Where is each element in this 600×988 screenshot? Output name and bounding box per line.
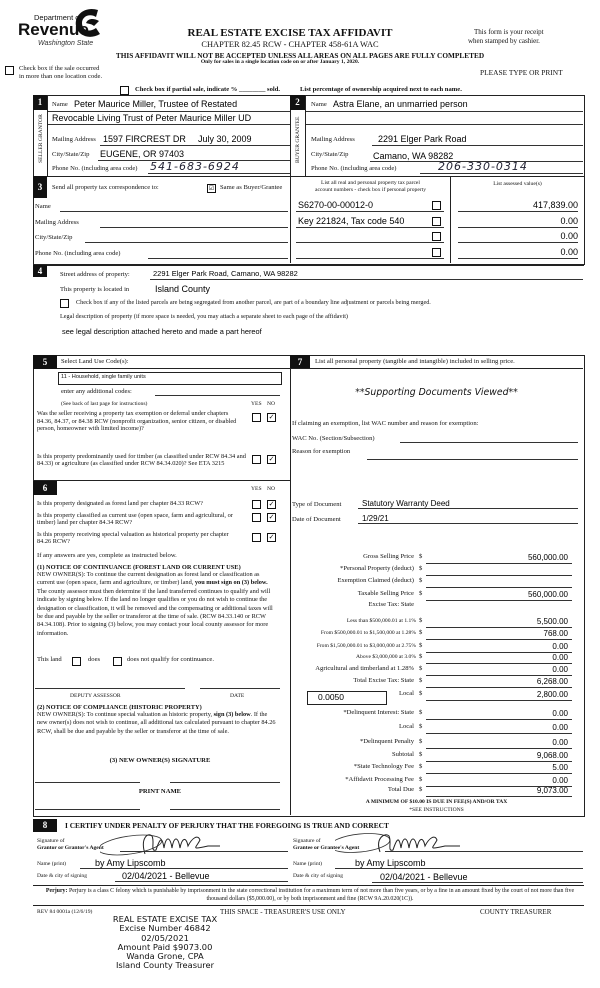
form-title: REAL ESTATE EXCISE TAX AFFIDAVIT (187, 27, 393, 39)
tax-row-value[interactable]: 768.00 (543, 629, 568, 638)
only-for-text: Only for sales in a single location code on or after January 1, 2020. (200, 59, 360, 65)
revision-label: REV 84 0001a (12/6/19) (37, 909, 93, 915)
multi-location-label-2: in more than one location code. (19, 73, 103, 80)
seller-phone[interactable]: 541-683-6924 (150, 160, 240, 173)
seller-name-label: Name (52, 101, 68, 108)
corr-city-label: City/State/Zip (35, 234, 73, 241)
grantee-name[interactable]: by Amy Lipscomb (355, 858, 426, 868)
notice-1-text-a: NEW OWNER(S): To continue the current designation as forest land or classification as current use (open space, farm and agriculture, or timber) land, (37, 571, 260, 587)
section-3-badge: 3 (33, 176, 47, 198)
currency-sign: $ (419, 763, 423, 770)
exemption-label: If claiming an exemption, list WAC number and reason for exemption: (292, 420, 479, 427)
buyer-mail[interactable]: 2291 Elger Park Road (378, 134, 467, 144)
stamp-line: Excise Number 46842 (119, 923, 211, 934)
tax-row-underline (426, 627, 572, 628)
section-2-badge: 2 (290, 95, 305, 110)
grantee-sig-label-1: Signature of (293, 838, 321, 844)
notice-1-text-b: The county assessor must then determine if the land transferred continues to qualify and will indicate by signing below. If the land no longer qualifies or you do not wish to continue the designation or classification, it will be removed and the compensating or additional taxes will be due and payable by the seller or transferor at the time of sale. (RCW 84.33.140 or RCW 84.34.108). Prior to signing (3) below, you may contact your local county assessor for more information. (37, 587, 273, 637)
parcel-underline (296, 227, 444, 228)
segregated-checkbox[interactable] (60, 299, 69, 308)
grantee-name-label: Name (print) (293, 861, 323, 867)
doc-type[interactable]: Statutory Warranty Deed (362, 499, 450, 508)
notice-1-title: (1) NOTICE OF CONTINUANCE (FOREST LAND OR CURRENT USE) (37, 564, 241, 571)
section-1-badge: 1 (33, 95, 47, 110)
grantor-date-label: Date & city of signing (37, 873, 88, 879)
s6-yes-header: YES (251, 486, 262, 492)
parcel-underline (296, 211, 444, 212)
currency-sign: $ (419, 577, 423, 584)
please-type-text: PLEASE TYPE OR PRINT (480, 68, 563, 77)
s5-question-2: Is this property predominantly used for timber (as classified under RCW 84.34 and 84.33) or agriculture (as classified under RCW 84.34.020)? See ETA 3215 (37, 453, 246, 467)
tax-row-value[interactable]: 9,073.00 (536, 786, 568, 795)
tax-row-underline (426, 773, 572, 774)
currency-sign: $ (419, 677, 423, 684)
see-instructions-note: *SEE INSTRUCTIONS (409, 807, 464, 813)
new-owner-signature-line-1[interactable] (35, 782, 140, 783)
tax-row-value[interactable]: 0.00 (552, 642, 568, 651)
tax-row-label: Exemption Claimed (deduct) (337, 577, 414, 584)
does-not-label: does not qualify for continuance. (127, 656, 214, 663)
grantor-signature[interactable] (100, 828, 240, 858)
tax-row-underline (426, 687, 572, 688)
tax-row-label: Local (398, 723, 414, 730)
currency-sign: $ (419, 665, 423, 672)
seller-city[interactable]: EUGENE, OR 97403 (100, 149, 185, 159)
tax-row-label: *Affidavit Processing Fee (345, 776, 414, 783)
s5-no-header: NO (267, 401, 276, 407)
tax-row-label: *Delinquent Penalty (359, 738, 414, 745)
perjury-notice (40, 887, 580, 903)
deputy-assessor-line[interactable] (35, 688, 185, 689)
seller-name[interactable]: Peter Maurice Miller, Trustee of Restated (74, 99, 238, 109)
tax-row-value[interactable]: 0.00 (552, 776, 568, 785)
stamp-line: Wanda Grone, CPA (126, 951, 204, 962)
tax-row-underline (426, 719, 572, 720)
buyer-city-label: City/State/Zip (311, 151, 349, 158)
instructions-note: (See back of last page for instructions) (61, 401, 148, 407)
assessed-value-header: List assessed value(s) (493, 181, 542, 187)
form-chapter: CHAPTER 82.45 RCW - CHAPTER 458-61A WAC (201, 40, 379, 49)
doc-date[interactable]: 1/29/21 (362, 514, 389, 523)
tax-row-underline (426, 663, 572, 664)
tax-row-underline (426, 600, 572, 601)
same-as-buyer-checkbox[interactable]: ☑ (208, 185, 215, 192)
currency-sign: $ (419, 653, 423, 660)
assessor-date-label: DATE (230, 693, 245, 699)
seller-mail-label: Mailing Address (52, 136, 96, 143)
stamp-line: 02/05/2021 (141, 932, 189, 943)
treasurer-stamp (100, 915, 230, 971)
partial-sale-label: Check box if partial sale, indicate % ________ sold. (135, 86, 281, 93)
grantor-name-label: Name (print) (37, 861, 67, 867)
parcel-number[interactable]: Key 221824, Tax code 540 (298, 216, 405, 226)
partial-sale-checkbox[interactable] (120, 86, 129, 95)
value-underline (458, 227, 578, 228)
personal-property-checkbox[interactable] (432, 232, 441, 241)
currency-sign: $ (419, 786, 423, 793)
seller-mail[interactable]: 1597 FIRCREST DR (103, 134, 186, 144)
stamp-line: Amount Paid $9073.00 (117, 941, 213, 952)
tax-row-value[interactable]: 0.00 (552, 665, 568, 674)
land-use-label: Select Land Use Code(s): (61, 358, 129, 365)
grantor-date[interactable]: 02/04/2021 - Bellevue (122, 871, 210, 881)
parcel-number[interactable]: S6270-00-00012-0 (298, 200, 374, 210)
certify-title: I CERTIFY UNDER PENALTY OF PERJURY THAT THE FOREGOING IS TRUE AND CORRECT (65, 821, 389, 830)
parcel-underline (296, 258, 444, 259)
currency-sign: $ (419, 553, 423, 560)
tax-row-value[interactable]: 9,068.00 (536, 751, 568, 760)
treasurer-use-label: THIS SPACE - TREASURER'S USE ONLY (220, 908, 346, 916)
s5-yes-header: YES (251, 401, 262, 407)
perjury-text: Perjury is a class C felony which is punishable by imprisonment in the state correctional institution for a maximum term of not more than five years, or by a fine in an amount fixed by the court of not more than five thousand dollars ($5,000.00), or by both imprisonment and fine (RCW 9A.20.020(1C)). (67, 888, 575, 902)
parcel-header-1: List all real and personal property tax parcel (321, 180, 420, 186)
section-4-badge: 4 (33, 265, 47, 277)
assessor-date-line[interactable] (200, 688, 280, 689)
tax-row-underline (426, 761, 572, 762)
tax-row-label: Taxable Selling Price (357, 590, 414, 597)
grantee-sig-label-2: Grantee or Grantee's Agent (293, 845, 360, 851)
seller-mail-date[interactable]: July 30, 2009 (198, 134, 252, 144)
s5-q1-yes-checkbox[interactable] (252, 413, 261, 422)
does-label: does (88, 656, 101, 663)
s6-q2-yes-checkbox[interactable] (252, 513, 261, 522)
new-owner-signature-line-2[interactable] (170, 782, 280, 783)
currency-sign: $ (419, 723, 423, 730)
supporting-documents-note: **Supporting Documents Viewed** (355, 387, 518, 398)
personal-property-checkbox[interactable] (432, 217, 441, 226)
property-county[interactable]: Island County (155, 284, 211, 294)
local-rate: 0.0050 (318, 692, 344, 702)
brand-name: Revenue (18, 20, 89, 39)
tax-row-value[interactable]: 0.00 (552, 709, 568, 718)
personal-property-checkbox[interactable] (432, 248, 441, 257)
parcel-underline (296, 242, 444, 243)
currency-sign: $ (419, 565, 423, 572)
grantee-date-label: Date & city of signing (293, 873, 344, 879)
tax-row-value[interactable]: 5.00 (552, 763, 568, 772)
tax-row-label: Local (398, 690, 414, 697)
multi-location-label-1: Check box if the sale occurred (19, 65, 100, 72)
tax-row-label: Total Excise Tax: State (353, 677, 414, 684)
currency-sign: $ (419, 751, 423, 758)
tax-row-value[interactable]: 0.00 (552, 738, 568, 747)
section-5-badge: 5 (33, 355, 57, 369)
buyer-name[interactable]: Astra Elane, an unmarried person (333, 99, 468, 109)
s6-q3-no-checkbox[interactable]: ✓ (268, 533, 275, 541)
additional-codes-input[interactable] (155, 395, 280, 396)
perjury-bold: Perjury: (45, 888, 68, 894)
wac-label: WAC No. (Section/Subsection) (292, 435, 375, 442)
tax-row-underline (426, 748, 572, 749)
tax-row-value[interactable]: 560,000.00 (527, 553, 568, 562)
dept-label: Department of (34, 13, 82, 22)
state-label: Washington State (38, 40, 94, 47)
grantor-name[interactable]: by Amy Lipscomb (95, 858, 166, 868)
land-use-code: 11 - Household, single family units (61, 374, 146, 380)
grantor-sig-label-1: Signature of (37, 838, 65, 844)
notice-2-text (37, 711, 277, 736)
corr-mail-label: Mailing Address (35, 219, 79, 226)
notice-1-text (37, 571, 277, 638)
stamp-line: REAL ESTATE EXCISE TAX (112, 914, 218, 924)
currency-sign: $ (419, 709, 423, 716)
print-name-line-1[interactable] (35, 809, 140, 810)
this-land-label: This land (37, 656, 62, 663)
property-street[interactable]: 2291 Elger Park Road, Camano, WA 98282 (153, 269, 298, 278)
if-yes-note: If any answers are yes, complete as instructed below. (37, 552, 177, 559)
currency-sign: $ (419, 738, 423, 745)
grantee-date[interactable]: 02/04/2021 - Bellevue (380, 872, 468, 882)
seller-phone-label: Phone No. (including area code) (52, 165, 138, 172)
not-qualifies-checkbox[interactable] (113, 657, 122, 666)
qualifies-checkbox[interactable] (72, 657, 81, 666)
tax-row-value[interactable]: 0.00 (552, 653, 568, 662)
value-underline (458, 242, 578, 243)
currency-sign: $ (419, 776, 423, 783)
parcel-header-2: account numbers - check box if personal property (314, 187, 427, 193)
ownership-note: List percentage of ownership acquired next to each name. (300, 86, 462, 93)
legal-description-label: Legal description of property (if more space is needed, you may attach a separate sheet to each page of the affidavit) (60, 313, 348, 320)
currency-sign: $ (419, 642, 423, 649)
tax-row-underline (426, 700, 572, 701)
minimum-due-note: A MINIMUM OF $10.00 IS DUE IN FEE(S) AND/OR TAX (365, 799, 508, 805)
s5-question-1: Was the seller receiving a property tax exemption or deferral under chapters 84.36, 84.37, or 84.38 RCW (nonprofit organization, senior citizen, or disabled person, homeowner with limited income)? (37, 410, 237, 433)
tax-row-label: Excise Tax: State (368, 601, 414, 608)
doc-date-label: Date of Document (292, 516, 341, 523)
personal-property-checkbox[interactable] (432, 201, 441, 210)
buyer-side-label: BUYER GRANTEE (295, 116, 301, 163)
currency-sign: $ (419, 617, 423, 624)
seller-city-label: City/State/Zip (52, 151, 90, 158)
buyer-mail-label: Mailing Address (311, 136, 355, 143)
currency-sign: $ (419, 629, 423, 636)
county-label: This property is located in (60, 286, 130, 293)
tax-row-underline (426, 639, 572, 640)
tax-row-value[interactable]: 2,800.00 (536, 690, 568, 699)
section-6-badge: 6 (33, 481, 57, 495)
print-name-line-2[interactable] (170, 809, 280, 810)
reason-label: Reason for exemption (292, 448, 351, 455)
assessed-value[interactable]: 417,839.00 (532, 200, 578, 210)
s6-question-3: Is this property receiving special valuation as historical property per chapter 84.26 RCW? (37, 531, 229, 545)
s6-no-header: NO (267, 486, 276, 492)
s6-q3-yes-checkbox[interactable] (252, 533, 261, 542)
value-underline (458, 211, 578, 212)
deputy-assessor-label: DEPUTY ASSESSOR (70, 693, 121, 699)
notice-2-text-a: NEW OWNER(S): To continue special valuation as historic property, (37, 711, 214, 718)
s6-q2-no-checkbox[interactable]: ✓ (268, 513, 275, 521)
s5-q2-no-checkbox[interactable]: ✓ (268, 455, 275, 463)
notice-1-text-bold: you must sign on (3) below. (194, 579, 268, 587)
tax-row-value[interactable]: 560,000.00 (527, 590, 568, 599)
buyer-city[interactable]: Camano, WA 98282 (373, 151, 454, 161)
tax-row-label: Subtotal (392, 751, 414, 758)
s5-q2-yes-checkbox[interactable] (252, 455, 261, 464)
tax-row-label: Less than $500,000.01 at 1.1% (346, 618, 416, 624)
tax-row-underline (426, 575, 572, 576)
seller-side-label: SELLER GRANTOR (38, 114, 44, 163)
county-treasurer-label: COUNTY TREASURER (480, 908, 552, 916)
same-as-buyer-label: Same as Buyer/Grantee (220, 184, 283, 191)
personal-property-label: List all personal property (tangible and intangible) included in selling price. (315, 358, 515, 365)
seller-name-2[interactable]: Revocable Living Trust of Peter Maurice Miller UD (52, 113, 252, 123)
s6-question-2: Is this property classified as current use (open space, farm and agricultural, or timber) land per chapter 84.34 RCW? (37, 512, 233, 526)
tax-row-label: *Delinquent Interest: State (343, 709, 414, 716)
s6-q1-yes-checkbox[interactable] (252, 500, 261, 509)
tax-row-label: From $500,000.01 to $1,500,000 at 1.28% (320, 630, 416, 636)
tax-row-underline (426, 675, 572, 676)
wac-input[interactable] (400, 442, 578, 443)
tax-row-value[interactable]: 5,500.00 (536, 617, 568, 626)
tax-row-underline (426, 733, 572, 734)
currency-sign: $ (419, 690, 423, 697)
tax-row-value[interactable]: 0.00 (552, 723, 568, 732)
legal-description[interactable]: see legal description attached hereto and made a part hereof (62, 327, 262, 336)
street-label: Street address of property: (60, 271, 130, 278)
doc-type-label: Type of Document (292, 501, 342, 508)
corr-phone-label: Phone No. (including area code) (35, 250, 121, 257)
grantor-sig-label-2: Grantor or Grantor's Agent (37, 845, 104, 851)
assessed-value[interactable]: 0.00 (560, 231, 578, 241)
tax-row-label: Above $3,000,000 at 3.0% (356, 654, 416, 660)
tax-row-underline (426, 563, 572, 564)
multi-location-checkbox[interactable] (5, 66, 14, 75)
tax-row-underline (426, 796, 572, 797)
value-underline (458, 258, 578, 259)
print-name-label: PRINT NAME (138, 788, 182, 795)
section-8-badge: 8 (33, 819, 57, 832)
new-owner-signature-title: (3) NEW OWNER(S) SIGNATURE (109, 757, 211, 764)
buyer-phone-label: Phone No. (including area code) (311, 165, 397, 172)
currency-sign: $ (419, 590, 423, 597)
notice-2-text-bold: sign (3) below (213, 711, 251, 718)
tax-row-value[interactable]: 6,268.00 (536, 677, 568, 686)
tax-row-label: Total Due (387, 786, 414, 793)
corr-name-label: Name (35, 203, 51, 210)
segregated-label: Check box if any of the listed parcels are being segregated from another parcel, are part of a boundary line adjustment or parcels being merged. (76, 299, 431, 306)
notice-2-title: (2) NOTICE OF COMPLIANCE (HISTORIC PROPERTY) (37, 704, 202, 711)
assessed-value[interactable]: 0.00 (560, 216, 578, 226)
buyer-name-label: Name (311, 101, 327, 108)
s6-question-1: Is this property designated as forest land per chapter 84.33 RCW? (37, 500, 203, 507)
tax-row-label: Gross Selling Price (363, 553, 414, 560)
tax-row-label: *State Technology Fee (353, 763, 414, 770)
notice-2-text-b: . If the new owner(s) does not wish to continue, all additional tax calculated pursuant to chapter 84.26 RCW, shall be due and payable by the seller or transferor at the time of sale. (37, 711, 276, 735)
tax-row-label: From $1,500,000.01 to $3,000,000 at 2.75% (316, 643, 416, 649)
grantee-signature[interactable] (335, 828, 485, 858)
receipt-note-1: This form is your receipt (474, 28, 544, 36)
section-7-badge: 7 (290, 355, 310, 369)
assessed-value[interactable]: 0.00 (560, 247, 578, 257)
reason-input[interactable] (367, 459, 578, 460)
warning-text: THIS AFFIDAVIT WILL NOT BE ACCEPTED UNLESS ALL AREAS ON ALL PAGES ARE FULLY COMPLETED (115, 51, 485, 60)
s5-q1-no-checkbox[interactable]: ✓ (268, 413, 275, 421)
s6-q1-no-checkbox[interactable]: ✓ (268, 500, 275, 508)
additional-codes-label: enter any additional codes: (61, 388, 132, 395)
tax-row-label: Agricultural and timberland at 1.28% (315, 665, 414, 672)
tax-row-label: *Personal Property (deduct) (340, 565, 414, 572)
tax-row-underline (426, 587, 572, 588)
correspondence-label: Send all property tax correspondence to: (52, 184, 159, 191)
receipt-note-2: when stamped by cashier. (468, 37, 540, 45)
stamp-line: Island County Treasurer (115, 960, 215, 971)
buyer-phone[interactable]: 206-330-0314 (438, 160, 528, 173)
